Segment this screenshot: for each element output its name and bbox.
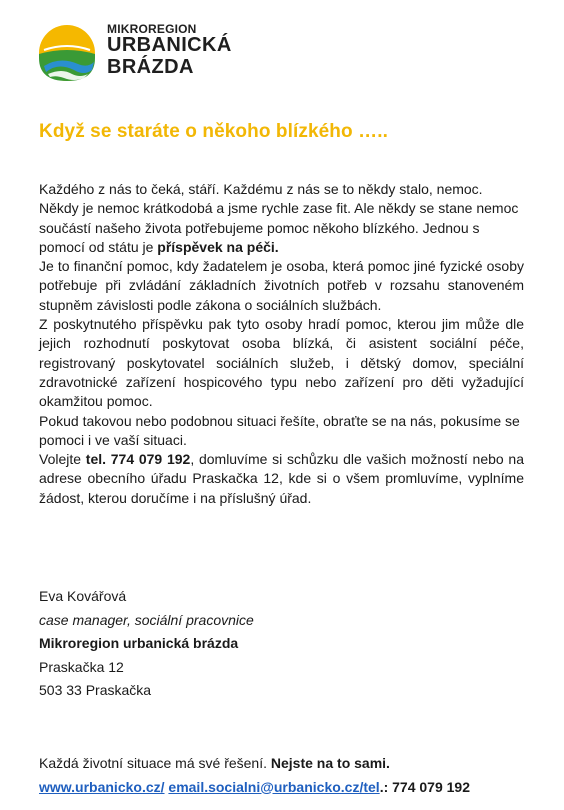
- paragraph-call-text: , domluvíme si schůzku dle vašich možností nebo na adrese obecního úřadu Praskačka 12, kde si o všem promluvíme, vyplníme žádost, kterou doručíme i na příslušný úřad.: [39, 451, 524, 506]
- paragraph-intro: [39, 180, 524, 257]
- signature-name: Eva Kovářová: [39, 588, 127, 604]
- paragraph-contact-us: Pokud takovou nebo podobnou situaci řešíte, obraťte se na nás, pokusíme se pomoci i ve vaší situaci.: [39, 412, 520, 448]
- page-title: Když se staráte o někoho blízkého …..: [39, 121, 388, 142]
- paragraph-call-lead: Volejte: [39, 451, 86, 468]
- logo: [38, 18, 238, 86]
- footer-motto: [39, 752, 470, 776]
- logo-text-small: MIKROREGION: [107, 22, 197, 36]
- logo-mark-icon: [38, 24, 96, 82]
- paragraph-intro-text: Každého z nás to čeká, stáří. Každému z nás se to někdy stalo, nemoc. Někdy je nemoc krátkodobá a jsme rychle zase fit. Ale někdy se stane nemoc součástí našeho života potřebujeme pomoc někoho blízkého. Jednou s pomocí od státu je: [39, 181, 519, 255]
- signature-organization: Mikroregion urbanická brázda: [39, 635, 239, 651]
- signature-city: 503 33 Praskačka: [39, 682, 152, 698]
- footer-contacts: [39, 776, 470, 800]
- logo-text-line2: BRÁZDA: [107, 56, 194, 78]
- website-link[interactable]: www.urbanicko.cz/: [39, 778, 165, 795]
- footer-motto-bold: Nejste na to sami.: [270, 755, 390, 771]
- signature-block: [39, 585, 254, 703]
- paragraph-payment: Z poskytnutého příspěvku pak tyto osoby hradí pomoc, kterou jim může dle jejich rozhodnutí poskytovat osoba blízká, či asistent sociální péče, registrovaný poskytovatel sociálních služeb, i dětský domov, speciální zdravotnické zařízení hospicového typu nebo zařízení pro děti vyžadující okamžitou pomoc.: [39, 316, 524, 410]
- logo-text-line1: URBANICKÁ: [107, 34, 232, 56]
- paragraph-financial-help: Je to finanční pomoc, kdy žadatelem je osoba, která pomoc jiné fyzické osoby potřebuje při zvládání základních životních potřeb v rozsahu stanoveném stupněm závislosti podle zákona o sociálních službách.: [39, 258, 524, 313]
- footer-phone: .: 774 079 192: [379, 778, 470, 795]
- footer: [39, 752, 470, 799]
- paragraph-call: [39, 450, 524, 508]
- allowance-highlight: příspěvek na péči.: [157, 238, 279, 255]
- phone-highlight: tel. 774 079 192: [85, 451, 191, 468]
- email-link[interactable]: email.socialni@urbanicko.cz/tel: [168, 778, 380, 795]
- footer-motto-text: Každá životní situace má své řešení.: [39, 755, 271, 771]
- signature-role: case manager, sociální pracovnice: [39, 611, 254, 628]
- body-text: [39, 180, 524, 508]
- signature-street: Praskačka 12: [39, 658, 124, 675]
